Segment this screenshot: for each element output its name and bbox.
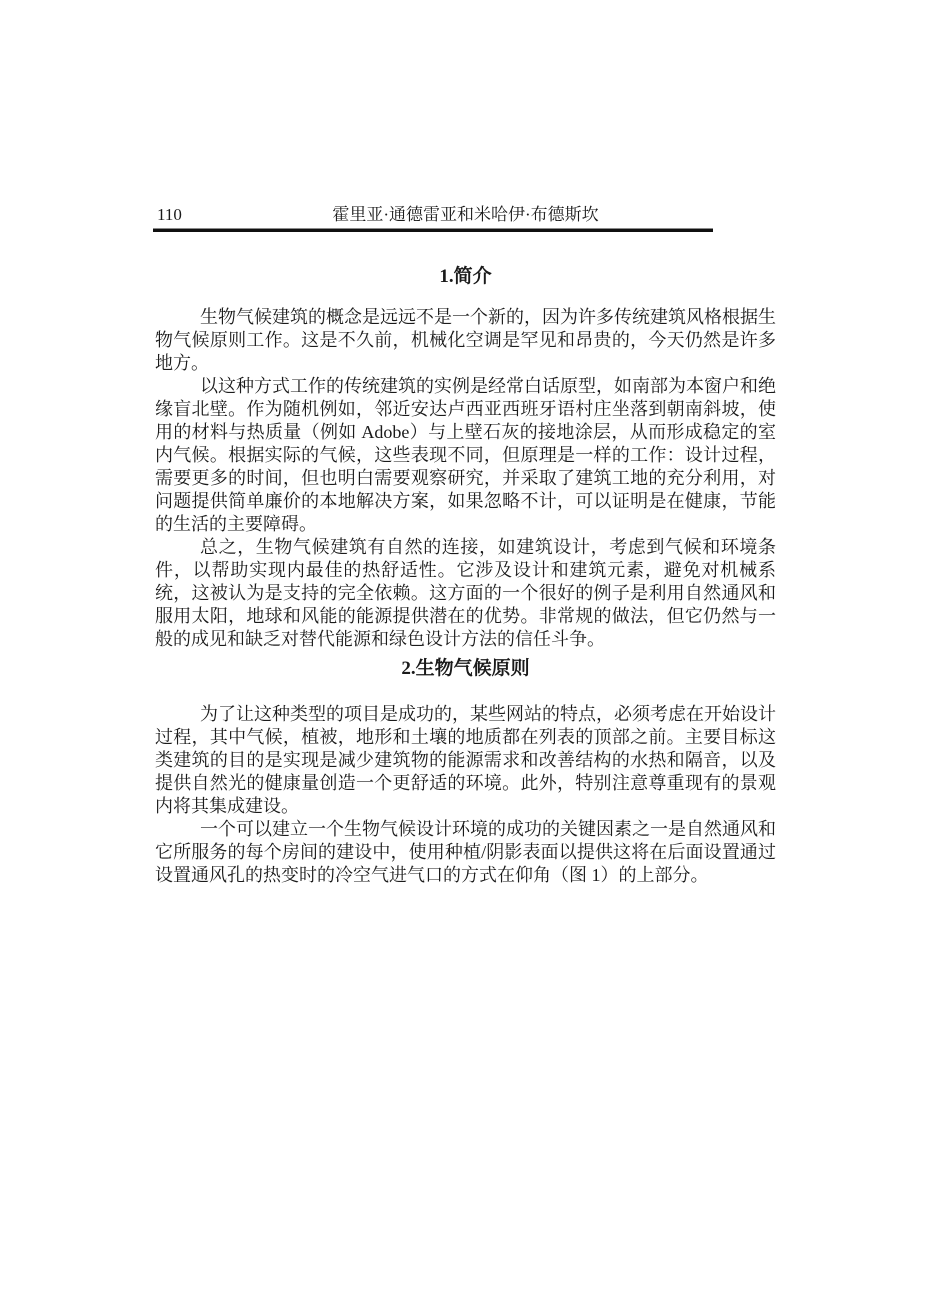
paragraph: 生物气候建筑的概念是远远不是一个新的，因为许多传统建筑风格根据生物气候原则工作。这是不久前，机械化空调是罕见和昂贵的，今天仍然是许多地方。 — [155, 307, 776, 373]
paragraph: 以这种方式工作的传统建筑的实例是经常白话原型，如南部为本窗户和绝缘盲北壁。作为随机例如，邻近安达卢西亚西班牙语村庄坐落到朝南斜坡，使用的材料与热质量（例如 Adobe）与上壁石灰的接地涂层，从而形成稳定的室内气候。根据实际的气候，这些表现不同，但原理是一样的工作：设计过程，需要更多的时间，但也明白需要观察研究，并采取了建筑工地的充分利用，对问题提供简单廉价的本地解决方案，如果忽略不计，可以证明是在健康，节能的生活的主要障碍。 — [155, 376, 776, 534]
paragraph: 为了让这种类型的项目是成功的，某些网站的特点，必须考虑在开始设计过程，其中气候，植被，地形和土壤的地质都在列表的顶部之前。主要目标这类建筑的目的是实现是减少建筑物的能源需求和改善结构的水热和隔音，以及提供自然光的健康量创造一个更舒适的环境。此外，特别注意尊重现有的景观内将其集成建设。 — [155, 704, 776, 816]
paragraph: 总之，生物气候建筑有自然的连接，如建筑设计，考虑到气候和环境条件，以帮助实现内最佳的热舒适性。它涉及设计和建筑元素，避免对机械系统，这被认为是支持的完全依赖。这方面的一个很好的例子是利用自然通风和服用太阳，地球和风能的能源提供潜在的优势。非常规的做法，但它仍然与一般的成见和缺乏对替代能源和绿色设计方法的信任斗争。 — [155, 537, 776, 649]
section-heading-introduction: 1.简介 — [439, 266, 492, 287]
running-title: 霍里亚·通德雷亚和米哈伊·布德斯坎 — [332, 205, 599, 224]
paragraph: 一个可以建立一个生物气候设计环境的成功的关键因素之一是自然通风和它所服务的每个房间的建设中，使用种植/阴影表面以提供这将在后面设置通过设置通风孔的热变时的冷空气进气口的方式在仰角（图 1）的上部分。 — [155, 819, 776, 885]
section-heading-bioclimatic-principles: 2.生物气候原则 — [401, 658, 530, 679]
page-number: 110 — [157, 205, 182, 224]
page-body — [155, 0, 776, 887]
